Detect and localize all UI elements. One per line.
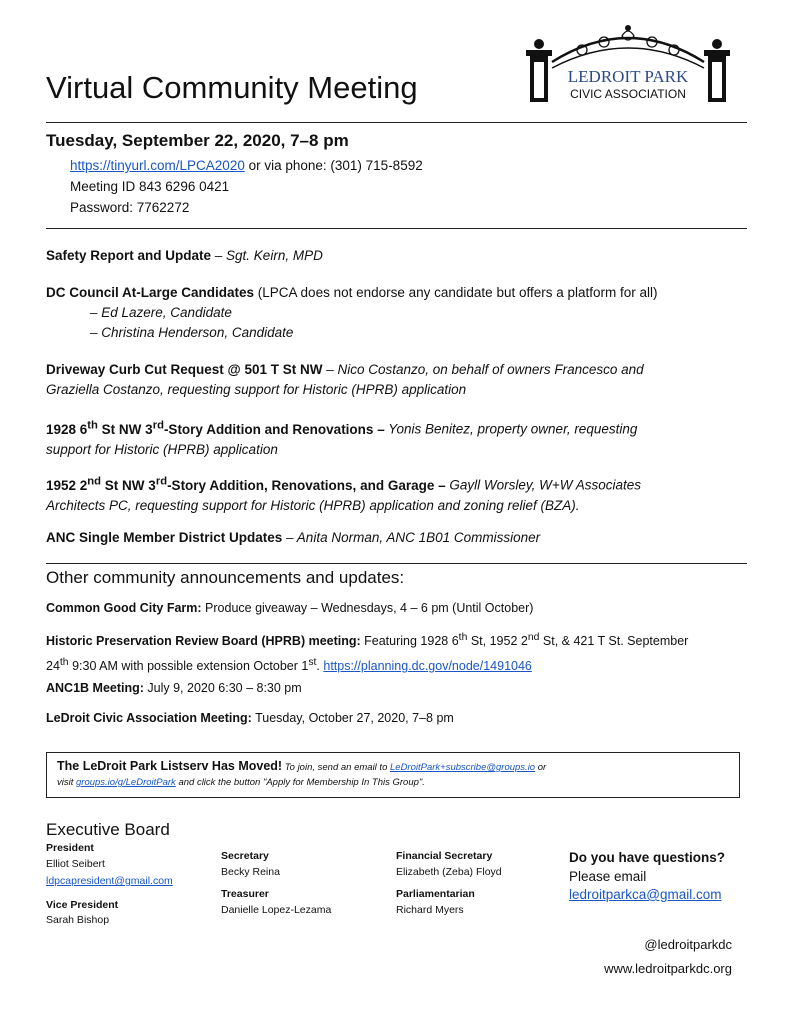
agenda-item-anc <box>46 528 748 548</box>
announcement-detail: Featuring 1928 6th St, 1952 2nd St, & 421 T St. September <box>360 632 689 649</box>
role-secretary: Secretary <box>221 850 269 862</box>
ledroit-park-logo <box>522 22 734 108</box>
announcement-title: ANC1B Meeting: <box>46 681 144 695</box>
role-treasurer: Treasurer <box>221 888 269 900</box>
page-title: Virtual Community Meeting <box>46 70 418 105</box>
announcements-heading: Other community announcements and updates: <box>46 568 405 587</box>
name-parliamentarian: Richard Myers <box>396 904 464 916</box>
logo-text-2: CIVIC ASSOCIATION <box>570 87 686 101</box>
agenda-detail-cont: Architects PC, requesting support for Historic (HPRB) application and zoning relief (BZA). <box>46 497 580 513</box>
agenda-item-council <box>46 283 748 343</box>
name-president: Elliot Seibert <box>46 857 105 870</box>
agenda-item-1928-6th <box>46 415 748 460</box>
section-divider <box>46 228 747 229</box>
agenda-title: Safety Report and Update <box>46 248 212 263</box>
agenda-title: Driveway Curb Cut Request @ 501 T St NW <box>46 362 323 377</box>
board-column-2 <box>221 848 331 918</box>
listserv-email-link[interactable]: LeDroitPark+subscribe@groups.io <box>390 762 536 773</box>
board-column-1 <box>46 841 173 929</box>
logo-text-1: LEDROIT PARK <box>567 67 689 86</box>
agenda-title: 1928 6th St NW 3rd-Story Addition and Renovations – <box>46 419 385 437</box>
announcement-title: Historic Preservation Review Board (HPRB) meeting: <box>46 634 361 649</box>
announcement-detail: Produce giveaway – Wednesdays, 4 – 6 pm (Until October) <box>201 601 534 615</box>
agenda-detail-cont: Graziella Costanzo, requesting support for Historic (HPRB) application <box>46 382 467 397</box>
agenda-detail-cont: support for Historic (HPRB) application <box>46 441 278 457</box>
agenda-detail: Yonis Benitez, property owner, requesting <box>384 421 638 437</box>
name-vice-president: Sarah Bishop <box>46 914 110 926</box>
meeting-link[interactable]: https://tinyurl.com/LPCA2020 <box>70 158 245 173</box>
role-parliamentarian: Parliamentarian <box>396 888 475 900</box>
agenda-item-safety <box>46 246 748 266</box>
header-divider <box>46 122 747 123</box>
executive-board-heading: Executive Board <box>46 820 170 839</box>
listserv-group-link[interactable]: groups.io/g/LeDroitPark <box>76 777 176 788</box>
questions-block <box>569 849 725 905</box>
questions-line: Please email <box>569 868 647 884</box>
social-handle: @ledroitparkdc <box>644 937 732 952</box>
meeting-date: Tuesday, September 22, 2020, 7–8 pm <box>46 131 349 150</box>
announcement-detail: Tuesday, October 27, 2020, 7–8 pm <box>251 711 454 725</box>
board-column-3 <box>396 848 502 918</box>
agenda-item-curb-cut <box>46 360 748 400</box>
role-vice-president: Vice President <box>46 898 119 911</box>
announcement-title: Common Good City Farm: <box>46 601 202 615</box>
announcement-detail: July 9, 2020 6:30 – 8:30 pm <box>143 681 302 695</box>
listserv-title: The LeDroit Park Listserv Has Moved! <box>57 759 283 773</box>
agenda-title: ANC Single Member District Updates <box>46 530 283 545</box>
role-financial-secretary: Financial Secretary <box>396 850 493 862</box>
candidate-2: – Christina Henderson, Candidate <box>90 325 294 340</box>
meeting-id: Meeting ID 843 6296 0421 <box>70 179 230 194</box>
agenda-detail: – Anita Norman, ANC 1B01 Commissioner <box>282 530 541 545</box>
meeting-access-line <box>70 158 423 173</box>
announcement-hprb: Historic Preservation Review Board (HPRB) meeting: Featuring 1928 6th St, 1952 2nd St, & 421 T St. September 24th 9:30 AM with possible extension October 1st. https://planning.dc.gov/node/1491046 <box>46 632 689 674</box>
questions-heading: Do you have questions? <box>569 850 726 865</box>
section-divider <box>46 563 747 564</box>
candidate-1: – Ed Lazere, Candidate <box>90 305 232 320</box>
name-secretary: Becky Reina <box>221 866 280 878</box>
listserv-notice: The LeDroit Park Listserv Has Moved! To join, send an email to LeDroitPark+subscribe@groups.io or visit groups.io/g/LeDroitPark and click the button "Apply for Membership In This Group". <box>46 752 740 798</box>
hprb-link[interactable]: https://planning.dc.gov/node/1491046 <box>323 659 532 674</box>
agenda-title: 1952 2nd St NW 3rd-Story Addition, Renovations, and Garage – <box>46 475 446 493</box>
agenda-item-1952-2nd <box>46 471 748 516</box>
announcement-farm <box>46 598 748 619</box>
announcement-title: LeDroit Civic Association Meeting: <box>46 711 252 725</box>
name-treasurer: Danielle Lopez-Lezama <box>221 904 332 916</box>
contact-email-link[interactable]: ledroitparkca@gmail.com <box>569 887 722 902</box>
announcement-anc1b <box>46 678 748 699</box>
agenda-note: (LPCA does not endorse any candidate but offers a platform for all) <box>254 285 658 300</box>
president-email-link[interactable]: ldpcapresident@gmail.com <box>46 875 173 887</box>
meeting-password: Password: 7762272 <box>70 200 190 215</box>
agenda-detail: Gayll Worsley, W+W Associates <box>445 477 642 493</box>
agenda-title: DC Council At-Large Candidates <box>46 285 255 300</box>
website-url: www.ledroitparkdc.org <box>604 961 732 976</box>
name-financial-secretary: Elizabeth (Zeba) Floyd <box>396 866 502 878</box>
meeting-phone: or via phone: (301) 715-8592 <box>244 158 423 173</box>
agenda-detail: – Nico Costanzo, on behalf of owners Francesco and <box>322 362 644 377</box>
role-president: President <box>46 842 94 854</box>
agenda-detail: – Sgt. Keirn, MPD <box>211 248 323 263</box>
announcement-civic <box>46 708 748 729</box>
